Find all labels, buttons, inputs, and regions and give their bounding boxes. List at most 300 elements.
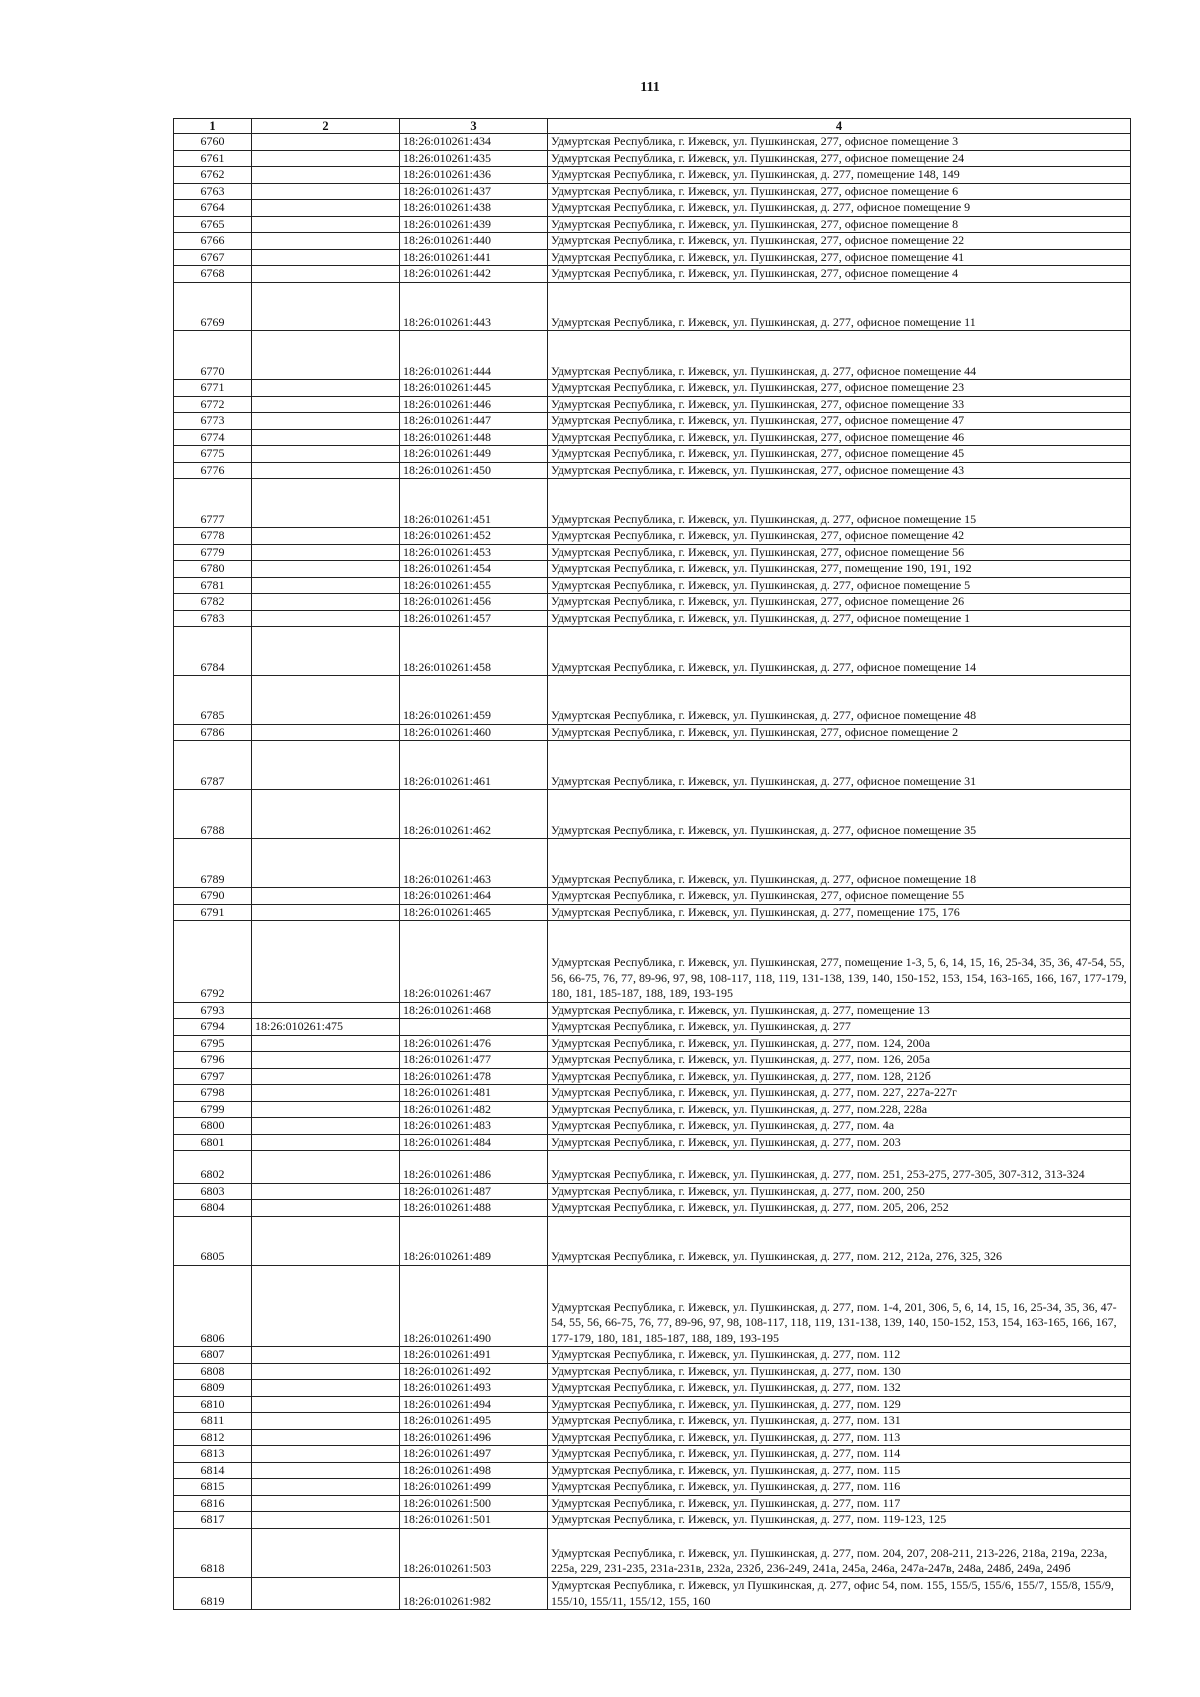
table-row (174, 921, 1131, 1003)
address-cell: Удмуртская Республика, г. Ижевск, ул. Пушкинская, д. 277, пом. 130 (548, 1363, 1131, 1380)
table-row (174, 1118, 1131, 1135)
row-number-cell: 6811 (174, 1413, 252, 1430)
cadastral-number-cell: 18:26:010261:476 (400, 1035, 548, 1052)
land-parcel-cell (252, 1052, 400, 1069)
header-col-2: 2 (252, 119, 400, 134)
row-number-cell: 6804 (174, 1200, 252, 1217)
address-cell: Удмуртская Республика, г. Ижевск, ул. Пушкинская, 277, офисное помещение 33 (548, 396, 1131, 413)
land-parcel-cell (252, 1068, 400, 1085)
row-number-cell: 6792 (174, 921, 252, 1003)
row-number-cell: 6800 (174, 1118, 252, 1135)
table-row (174, 544, 1131, 561)
cadastral-number-cell: 18:26:010261:498 (400, 1462, 548, 1479)
address-cell: Удмуртская Республика, г. Ижевск, ул. Пушкинская, 277, офисное помещение 26 (548, 594, 1131, 611)
cadastral-number-cell: 18:26:010261:441 (400, 249, 548, 266)
cadastral-number-cell: 18:26:010261:453 (400, 544, 548, 561)
table-row (174, 446, 1131, 463)
land-parcel-cell (252, 446, 400, 463)
land-parcel-cell (252, 1002, 400, 1019)
row-number-cell: 6793 (174, 1002, 252, 1019)
cadastral-number-cell: 18:26:010261:437 (400, 183, 548, 200)
land-parcel-cell (252, 1479, 400, 1496)
row-number-cell: 6806 (174, 1265, 252, 1347)
row-number-cell: 6769 (174, 282, 252, 331)
land-parcel-cell (252, 429, 400, 446)
row-number-cell: 6791 (174, 904, 252, 921)
table-row (174, 479, 1131, 528)
address-cell: Удмуртская Республика, г. Ижевск, ул. Пушкинская, 277, офисное помещение 47 (548, 413, 1131, 430)
cadastral-number-cell: 18:26:010261:482 (400, 1101, 548, 1118)
address-cell: Удмуртская Республика, г. Ижевск, ул. Пушкинская, д. 277, помещение 13 (548, 1002, 1131, 1019)
table-row (174, 610, 1131, 627)
land-parcel-cell (252, 1151, 400, 1184)
table-row (174, 380, 1131, 397)
row-number-cell: 6777 (174, 479, 252, 528)
cadastral-number-cell: 18:26:010261:460 (400, 724, 548, 741)
cadastral-number-cell: 18:26:010261:443 (400, 282, 548, 331)
land-parcel-cell (252, 233, 400, 250)
header-col-4: 4 (548, 119, 1131, 134)
row-number-cell: 6761 (174, 150, 252, 167)
row-number-cell: 6763 (174, 183, 252, 200)
cadastral-number-cell: 18:26:010261:442 (400, 266, 548, 283)
table-row (174, 1068, 1131, 1085)
cadastral-number-cell: 18:26:010261:457 (400, 610, 548, 627)
row-number-cell: 6776 (174, 462, 252, 479)
row-number-cell: 6805 (174, 1216, 252, 1265)
table-row (174, 429, 1131, 446)
row-number-cell: 6799 (174, 1101, 252, 1118)
table-row (174, 1019, 1131, 1036)
cadastral-number-cell: 18:26:010261:463 (400, 839, 548, 888)
address-cell: Удмуртская Республика, г. Ижевск, ул. Пушкинская, 277, помещение 190, 191, 192 (548, 561, 1131, 578)
land-parcel-cell (252, 1413, 400, 1430)
address-cell: Удмуртская Республика, г. Ижевск, ул. Пушкинская, д. 277, офисное помещение 31 (548, 741, 1131, 790)
row-number-cell: 6772 (174, 396, 252, 413)
table-row (174, 1216, 1131, 1265)
table-row (174, 676, 1131, 725)
cadastral-number-cell: 18:26:010261:464 (400, 888, 548, 905)
header-col-3: 3 (400, 119, 548, 134)
land-parcel-cell (252, 528, 400, 545)
address-cell: Удмуртская Республика, г. Ижевск, ул. Пушкинская, д. 277, офисное помещение 44 (548, 331, 1131, 380)
land-parcel-cell (252, 594, 400, 611)
row-number-cell: 6785 (174, 676, 252, 725)
address-cell: Удмуртская Республика, г. Ижевск, ул. Пушкинская, 277, офисное помещение 46 (548, 429, 1131, 446)
land-parcel-cell (252, 904, 400, 921)
address-cell: Удмуртская Республика, г. Ижевск, ул. Пушкинская, д. 277, офисное помещение 35 (548, 790, 1131, 839)
land-parcel-cell (252, 610, 400, 627)
row-number-cell: 6810 (174, 1396, 252, 1413)
address-cell: Удмуртская Республика, г. Ижевск, ул. Пушкинская, 277, офисное помещение 55 (548, 888, 1131, 905)
table-row (174, 134, 1131, 151)
cadastral-number-cell: 18:26:010261:438 (400, 200, 548, 217)
address-cell: Удмуртская Республика, г. Ижевск, ул. Пушкинская, д. 277, пом. 115 (548, 1462, 1131, 1479)
table-row (174, 724, 1131, 741)
cadastral-number-cell: 18:26:010261:461 (400, 741, 548, 790)
cadastral-number-cell: 18:26:010261:486 (400, 1151, 548, 1184)
row-number-cell: 6817 (174, 1512, 252, 1529)
cadastral-number-cell: 18:26:010261:493 (400, 1380, 548, 1397)
land-parcel-cell (252, 1101, 400, 1118)
address-cell: Удмуртская Республика, г. Ижевск, ул. Пушкинская, д. 277, пом. 131 (548, 1413, 1131, 1430)
address-cell: Удмуртская Республика, г. Ижевск, ул. Пушкинская, 277, офисное помещение 8 (548, 216, 1131, 233)
land-parcel-cell (252, 1512, 400, 1529)
row-number-cell: 6774 (174, 429, 252, 446)
row-number-cell: 6802 (174, 1151, 252, 1184)
land-parcel-cell (252, 1347, 400, 1364)
address-cell: Удмуртская Республика, г. Ижевск, ул. Пушкинская, 277, офисное помещение 4 (548, 266, 1131, 283)
cadastral-number-cell: 18:26:010261:982 (400, 1577, 548, 1610)
table-row (174, 1413, 1131, 1430)
address-cell: Удмуртская Республика, г. Ижевск, ул. Пушкинская, д. 277, пом. 128, 212б (548, 1068, 1131, 1085)
land-parcel-cell (252, 1216, 400, 1265)
table-row (174, 413, 1131, 430)
table-row (174, 462, 1131, 479)
row-number-cell: 6766 (174, 233, 252, 250)
row-number-cell: 6797 (174, 1068, 252, 1085)
land-parcel-cell (252, 790, 400, 839)
table-row (174, 216, 1131, 233)
address-cell: Удмуртская Республика, г. Ижевск, ул. Пушкинская, 277, офисное помещение 2 (548, 724, 1131, 741)
table-row (174, 741, 1131, 790)
address-cell: Удмуртская Республика, г. Ижевск, ул. Пушкинская, д. 277, пом. 227, 227а-227г (548, 1085, 1131, 1102)
registry-table (173, 118, 1131, 1610)
table-row (174, 1265, 1131, 1347)
row-number-cell: 6781 (174, 577, 252, 594)
cadastral-number-cell: 18:26:010261:492 (400, 1363, 548, 1380)
row-number-cell: 6770 (174, 331, 252, 380)
address-cell: Удмуртская Республика, г. Ижевск, ул. Пушкинская, 277, офисное помещение 6 (548, 183, 1131, 200)
land-parcel-cell (252, 561, 400, 578)
table-row (174, 1528, 1131, 1577)
address-cell: Удмуртская Республика, г. Ижевск, ул. Пушкинская, 277, офисное помещение 56 (548, 544, 1131, 561)
row-number-cell: 6812 (174, 1429, 252, 1446)
table-row (174, 1380, 1131, 1397)
row-number-cell: 6784 (174, 627, 252, 676)
cadastral-number-cell: 18:26:010261:499 (400, 1479, 548, 1496)
table-row (174, 331, 1131, 380)
row-number-cell: 6780 (174, 561, 252, 578)
cadastral-number-cell: 18:26:010261:449 (400, 446, 548, 463)
row-number-cell: 6768 (174, 266, 252, 283)
table-row (174, 1429, 1131, 1446)
address-cell: Удмуртская Республика, г. Ижевск, ул. Пушкинская, д. 277, пом. 205, 206, 252 (548, 1200, 1131, 1217)
row-number-cell: 6787 (174, 741, 252, 790)
cadastral-number-cell: 18:26:010261:454 (400, 561, 548, 578)
cadastral-number-cell: 18:26:010261:483 (400, 1118, 548, 1135)
row-number-cell: 6819 (174, 1577, 252, 1610)
address-cell: Удмуртская Республика, г. Ижевск, ул Пушкинская, д. 277, офис 54, пом. 155, 155/5, 155/6, 155/7, 155/8, 155/9, 155/10, 155/11, 155/12, 155, 160 (548, 1577, 1131, 1610)
table-row (174, 1462, 1131, 1479)
cadastral-number-cell: 18:26:010261:458 (400, 627, 548, 676)
cadastral-number-cell: 18:26:010261:487 (400, 1183, 548, 1200)
address-cell: Удмуртская Республика, г. Ижевск, ул. Пушкинская, д. 277, пом. 203 (548, 1134, 1131, 1151)
land-parcel-cell (252, 544, 400, 561)
row-number-cell: 6814 (174, 1462, 252, 1479)
row-number-cell: 6815 (174, 1479, 252, 1496)
land-parcel-cell (252, 1462, 400, 1479)
address-cell: Удмуртская Республика, г. Ижевск, ул. Пушкинская, 277, офисное помещение 23 (548, 380, 1131, 397)
address-cell: Удмуртская Республика, г. Ижевск, ул. Пушкинская, д. 277, офисное помещение 11 (548, 282, 1131, 331)
address-cell: Удмуртская Республика, г. Ижевск, ул. Пушкинская, 277, офисное помещение 3 (548, 134, 1131, 151)
land-parcel-cell (252, 741, 400, 790)
land-parcel-cell (252, 1396, 400, 1413)
cadastral-number-cell: 18:26:010261:456 (400, 594, 548, 611)
table-row (174, 396, 1131, 413)
address-cell: Удмуртская Республика, г. Ижевск, ул. Пушкинская, д. 277, пом. 113 (548, 1429, 1131, 1446)
cadastral-number-cell: 18:26:010261:434 (400, 134, 548, 151)
land-parcel-cell (252, 200, 400, 217)
row-number-cell: 6790 (174, 888, 252, 905)
address-cell: Удмуртская Республика, г. Ижевск, ул. Пушкинская, д. 277, пом. 4а (548, 1118, 1131, 1135)
cadastral-number-cell: 18:26:010261:489 (400, 1216, 548, 1265)
table-row (174, 1495, 1131, 1512)
header-row (174, 119, 1131, 134)
land-parcel-cell (252, 150, 400, 167)
row-number-cell: 6798 (174, 1085, 252, 1102)
row-number-cell: 6778 (174, 528, 252, 545)
address-cell: Удмуртская Республика, г. Ижевск, ул. Пушкинская, д. 277 (548, 1019, 1131, 1036)
address-cell: Удмуртская Республика, г. Ижевск, ул. Пушкинская, 277, офисное помещение 22 (548, 233, 1131, 250)
row-number-cell: 6816 (174, 1495, 252, 1512)
land-parcel-cell (252, 1085, 400, 1102)
table-body (174, 134, 1131, 1610)
land-parcel-cell (252, 1577, 400, 1610)
address-cell: Удмуртская Республика, г. Ижевск, ул. Пушкинская, 277, офисное помещение 42 (548, 528, 1131, 545)
land-parcel-cell (252, 266, 400, 283)
land-parcel-cell (252, 1200, 400, 1217)
cadastral-number-cell: 18:26:010261:459 (400, 676, 548, 725)
table-row (174, 577, 1131, 594)
row-number-cell: 6783 (174, 610, 252, 627)
table-row (174, 1183, 1131, 1200)
address-cell: Удмуртская Республика, г. Ижевск, ул. Пушкинская, д. 277, помещение 148, 149 (548, 167, 1131, 184)
table-header (174, 119, 1131, 134)
land-parcel-cell (252, 577, 400, 594)
table-row (174, 1396, 1131, 1413)
cadastral-number-cell: 18:26:010261:467 (400, 921, 548, 1003)
cadastral-number-cell: 18:26:010261:495 (400, 1413, 548, 1430)
land-parcel-cell (252, 1528, 400, 1577)
address-cell: Удмуртская Республика, г. Ижевск, ул. Пушкинская, д. 277, офисное помещение 48 (548, 676, 1131, 725)
address-cell: Удмуртская Республика, г. Ижевск, ул. Пушкинская, д. 277, пом. 119-123, 125 (548, 1512, 1131, 1529)
address-cell: Удмуртская Республика, г. Ижевск, ул. Пушкинская, 277, помещение 1-3, 5, 6, 14, 15, 16, 25-34, 35, 36, 47-54, 55, 56, 66-75, 76, 77, 89-96, 97, 98, 108-117, 118, 119, 131-138, 139, 140, 150-152, 153, 154, 163-165, 166, 167, 177-179, 180, 181, 185-187, 188, 189, 193-195 (548, 921, 1131, 1003)
address-cell: Удмуртская Республика, г. Ижевск, ул. Пушкинская, д. 277, офисное помещение 5 (548, 577, 1131, 594)
land-parcel-cell (252, 134, 400, 151)
row-number-cell: 6789 (174, 839, 252, 888)
address-cell: Удмуртская Республика, г. Ижевск, ул. Пушкинская, д. 277, пом. 112 (548, 1347, 1131, 1364)
row-number-cell: 6786 (174, 724, 252, 741)
address-cell: Удмуртская Республика, г. Ижевск, ул. Пушкинская, 277, офисное помещение 43 (548, 462, 1131, 479)
cadastral-number-cell: 18:26:010261:455 (400, 577, 548, 594)
land-parcel-cell (252, 921, 400, 1003)
land-parcel-cell (252, 1429, 400, 1446)
table-row (174, 528, 1131, 545)
table-row (174, 1134, 1131, 1151)
address-cell: Удмуртская Республика, г. Ижевск, ул. Пушкинская, д. 277, пом. 204, 207, 208-211, 213-226, 218а, 219а, 223а, 225а, 229, 231-235, 231а-231в, 232а, 232б, 236-249, 241а, 245а, 246а, 247а-247в, 248а, 248б, 249а, 249б (548, 1528, 1131, 1577)
table-row (174, 1347, 1131, 1364)
address-cell: Удмуртская Республика, г. Ижевск, ул. Пушкинская, д. 277, пом. 251, 253-275, 277-305, 307-312, 313-324 (548, 1151, 1131, 1184)
table-row (174, 282, 1131, 331)
address-cell: Удмуртская Республика, г. Ижевск, ул. Пушкинская, д. 277, пом. 132 (548, 1380, 1131, 1397)
cadastral-number-cell: 18:26:010261:494 (400, 1396, 548, 1413)
cadastral-number-cell: 18:26:010261:462 (400, 790, 548, 839)
cadastral-number-cell: 18:26:010261:447 (400, 413, 548, 430)
row-number-cell: 6773 (174, 413, 252, 430)
row-number-cell: 6771 (174, 380, 252, 397)
land-parcel-cell (252, 396, 400, 413)
land-parcel-cell (252, 1363, 400, 1380)
cadastral-number-cell: 18:26:010261:477 (400, 1052, 548, 1069)
table-row (174, 1200, 1131, 1217)
land-parcel-cell (252, 627, 400, 676)
table-row (174, 1035, 1131, 1052)
table-row (174, 888, 1131, 905)
cadastral-number-cell: 18:26:010261:448 (400, 429, 548, 446)
land-parcel-cell (252, 413, 400, 430)
cadastral-number-cell: 18:26:010261:446 (400, 396, 548, 413)
address-cell: Удмуртская Республика, г. Ижевск, ул. Пушкинская, 277, офисное помещение 24 (548, 150, 1131, 167)
land-parcel-cell (252, 282, 400, 331)
row-number-cell: 6779 (174, 544, 252, 561)
table-row (174, 1052, 1131, 1069)
row-number-cell: 6762 (174, 167, 252, 184)
cadastral-number-cell: 18:26:010261:444 (400, 331, 548, 380)
address-cell: Удмуртская Республика, г. Ижевск, ул. Пушкинская, д. 277, офисное помещение 18 (548, 839, 1131, 888)
row-number-cell: 6794 (174, 1019, 252, 1036)
table-row (174, 200, 1131, 217)
cadastral-number-cell: 18:26:010261:488 (400, 1200, 548, 1217)
address-cell: Удмуртская Республика, г. Ижевск, ул. Пушкинская, д. 277, пом. 114 (548, 1446, 1131, 1463)
address-cell: Удмуртская Республика, г. Ижевск, ул. Пушкинская, д. 277, пом. 129 (548, 1396, 1131, 1413)
row-number-cell: 6764 (174, 200, 252, 217)
cadastral-number-cell: 18:26:010261:440 (400, 233, 548, 250)
cadastral-number-cell: 18:26:010261:465 (400, 904, 548, 921)
table-row (174, 167, 1131, 184)
table-row (174, 1577, 1131, 1610)
table-row (174, 183, 1131, 200)
cadastral-number-cell: 18:26:010261:491 (400, 1347, 548, 1364)
address-cell: Удмуртская Республика, г. Ижевск, ул. Пушкинская, д. 277, пом. 126, 205а (548, 1052, 1131, 1069)
table-row (174, 1151, 1131, 1184)
land-parcel-cell (252, 380, 400, 397)
cadastral-number-cell: 18:26:010261:501 (400, 1512, 548, 1529)
land-parcel-cell (252, 167, 400, 184)
address-cell: Удмуртская Республика, г. Ижевск, ул. Пушкинская, д. 277, офисное помещение 1 (548, 610, 1131, 627)
row-number-cell: 6760 (174, 134, 252, 151)
land-parcel-cell (252, 1380, 400, 1397)
land-parcel-cell (252, 1035, 400, 1052)
land-parcel-cell (252, 249, 400, 266)
row-number-cell: 6808 (174, 1363, 252, 1380)
address-cell: Удмуртская Республика, г. Ижевск, ул. Пушкинская, д. 277, пом.228, 228а (548, 1101, 1131, 1118)
land-parcel-cell (252, 888, 400, 905)
row-number-cell: 6803 (174, 1183, 252, 1200)
table-row (174, 790, 1131, 839)
land-parcel-cell (252, 1446, 400, 1463)
row-number-cell: 6765 (174, 216, 252, 233)
header-col-1: 1 (174, 119, 252, 134)
land-parcel-cell (252, 216, 400, 233)
cadastral-number-cell: 18:26:010261:468 (400, 1002, 548, 1019)
address-cell: Удмуртская Республика, г. Ижевск, ул. Пушкинская, д. 277, пом. 117 (548, 1495, 1131, 1512)
address-cell: Удмуртская Республика, г. Ижевск, ул. Пушкинская, д. 277, пом. 1-4, 201, 306, 5, 6, 14, 15, 16, 25-34, 35, 36, 47-54, 55, 56, 66-75, 76, 77, 89-96, 97, 98, 108-117, 118, 119, 131-138, 139, 140, 150-152, 153, 154, 163-165, 166, 167, 177-179, 180, 181, 185-187, 188, 189, 193-195 (548, 1265, 1131, 1347)
land-parcel-cell (252, 724, 400, 741)
cadastral-number-cell: 18:26:010261:481 (400, 1085, 548, 1102)
cadastral-number-cell: 18:26:010261:435 (400, 150, 548, 167)
table-row (174, 904, 1131, 921)
row-number-cell: 6809 (174, 1380, 252, 1397)
land-parcel-cell (252, 183, 400, 200)
address-cell: Удмуртская Республика, г. Ижевск, ул. Пушкинская, д. 277, офисное помещение 9 (548, 200, 1131, 217)
row-number-cell: 6782 (174, 594, 252, 611)
row-number-cell: 6788 (174, 790, 252, 839)
row-number-cell: 6801 (174, 1134, 252, 1151)
land-parcel-cell (252, 331, 400, 380)
address-cell: Удмуртская Республика, г. Ижевск, ул. Пушкинская, д. 277, пом. 116 (548, 1479, 1131, 1496)
table-row (174, 233, 1131, 250)
cadastral-number-cell: 18:26:010261:451 (400, 479, 548, 528)
table-row (174, 150, 1131, 167)
address-cell: Удмуртская Республика, г. Ижевск, ул. Пушкинская, 277, офисное помещение 41 (548, 249, 1131, 266)
table-row (174, 1363, 1131, 1380)
row-number-cell: 6796 (174, 1052, 252, 1069)
row-number-cell: 6813 (174, 1446, 252, 1463)
table-row (174, 1002, 1131, 1019)
address-cell: Удмуртская Республика, г. Ижевск, ул. Пушкинская, д. 277, пом. 200, 250 (548, 1183, 1131, 1200)
address-cell: Удмуртская Республика, г. Ижевск, ул. Пушкинская, д. 277, офисное помещение 14 (548, 627, 1131, 676)
cadastral-number-cell: 18:26:010261:500 (400, 1495, 548, 1512)
cadastral-number-cell: 18:26:010261:452 (400, 528, 548, 545)
cadastral-number-cell: 18:26:010261:478 (400, 1068, 548, 1085)
table-row (174, 1085, 1131, 1102)
cadastral-number-cell: 18:26:010261:484 (400, 1134, 548, 1151)
cadastral-number-cell: 18:26:010261:497 (400, 1446, 548, 1463)
land-parcel-cell (252, 479, 400, 528)
table-row (174, 561, 1131, 578)
row-number-cell: 6818 (174, 1528, 252, 1577)
land-parcel-cell (252, 1134, 400, 1151)
address-cell: Удмуртская Республика, г. Ижевск, ул. Пушкинская, 277, офисное помещение 45 (548, 446, 1131, 463)
table-row (174, 1446, 1131, 1463)
table-row (174, 1479, 1131, 1496)
table-row (174, 839, 1131, 888)
cadastral-number-cell: 18:26:010261:439 (400, 216, 548, 233)
land-parcel-cell (252, 1265, 400, 1347)
land-parcel-cell (252, 676, 400, 725)
land-parcel-cell (252, 839, 400, 888)
land-parcel-cell (252, 1118, 400, 1135)
row-number-cell: 6807 (174, 1347, 252, 1364)
table-row (174, 1101, 1131, 1118)
cadastral-number-cell: 18:26:010261:503 (400, 1528, 548, 1577)
cadastral-number-cell (400, 1019, 548, 1036)
land-parcel-cell (252, 462, 400, 479)
cadastral-number-cell: 18:26:010261:450 (400, 462, 548, 479)
address-cell: Удмуртская Республика, г. Ижевск, ул. Пушкинская, д. 277, помещение 175, 176 (548, 904, 1131, 921)
cadastral-number-cell: 18:26:010261:436 (400, 167, 548, 184)
address-cell: Удмуртская Республика, г. Ижевск, ул. Пушкинская, д. 277, пом. 212, 212а, 276, 325, 326 (548, 1216, 1131, 1265)
table-row (174, 594, 1131, 611)
row-number-cell: 6795 (174, 1035, 252, 1052)
land-parcel-cell (252, 1495, 400, 1512)
table-row (174, 249, 1131, 266)
table-row (174, 1512, 1131, 1529)
address-cell: Удмуртская Республика, г. Ижевск, ул. Пушкинская, д. 277, офисное помещение 15 (548, 479, 1131, 528)
table-row (174, 266, 1131, 283)
land-parcel-cell (252, 1183, 400, 1200)
